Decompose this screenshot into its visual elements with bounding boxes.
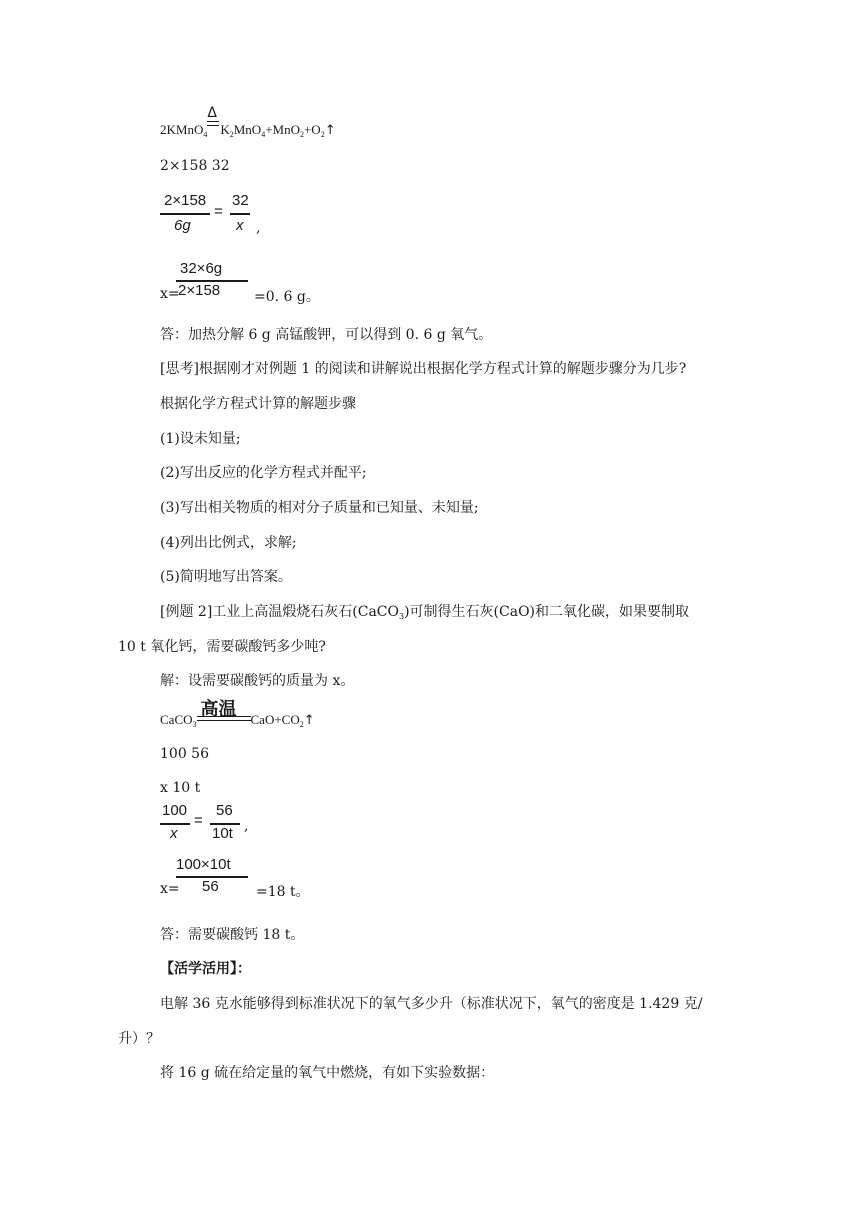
answer-2: 答：需要碳酸钙 18 t。: [160, 927, 305, 943]
section-title: 【活学活用】：: [160, 961, 251, 977]
equation-1: 2KMnO$_4$ Δ $K_2MnO_4+MnO_2+O_2↑$: [160, 105, 336, 139]
gas-arrow-icon: ↑: [303, 713, 315, 728]
answer-1: 答：加热分解 6 g 高锰酸钾，可以得到 0. 6 g 氧气。: [160, 327, 493, 343]
calculation-1: x= 32×6g 2×158 =0. 6 g。: [160, 260, 320, 305]
step-item: (4)列出比例式，求解;: [160, 535, 297, 551]
example-2-line-1: [例题 2]工业上高温煅烧石灰石(CaCO$_3$)可制得生石灰(CaO)和二氧化碳，如果要制取: [160, 604, 690, 621]
example-2-line-2: 10 t 氧化钙，需要碳酸钙多少吨?: [118, 639, 326, 655]
high-temperature-condition: 高温: [200, 699, 237, 720]
known-line-2: x 10 t: [160, 780, 201, 796]
ratio-line-1: 2×158 32: [160, 158, 230, 174]
exercise-1-line-1: 电解 36 克水能够得到标准状况下的氧气多少升（标准状况下，氧气的密度是 1.429 克/: [160, 996, 703, 1012]
ratio-line-2: 100 56: [160, 746, 209, 762]
calculation-2: x= 100×10t 56 =18 t。: [160, 856, 310, 900]
step-item: (3)写出相关物质的相对分子质量和已知量、未知量;: [160, 500, 479, 516]
gas-arrow-icon: ↑: [324, 123, 336, 138]
solution-2: 解：设需要碳酸钙的质量为 x。: [160, 673, 355, 689]
think-prompt: [思考]根据刚才对例题 1 的阅读和讲解说出根据化学方程式计算的解题步骤分为几步?: [160, 361, 687, 377]
steps-title: 根据化学方程式计算的解题步骤: [160, 396, 356, 412]
exercise-2: 将 16 g 硫在给定量的氧气中燃烧，有如下实验数据：: [160, 1065, 495, 1081]
step-item: (1)设未知量;: [160, 431, 241, 447]
equation-2: CaCO$_3$ 高温 $CaO+CO_2↑$: [160, 712, 315, 729]
step-item: (5)简明地写出答案。: [160, 569, 292, 585]
heat-symbol: Δ: [207, 105, 217, 121]
step-item: (2)写出反应的化学方程式并配平;: [160, 465, 367, 481]
proportion-2: 100 x = 56 10t ,: [162, 802, 249, 842]
proportion-1: 2×158 6g = 32 x ,: [160, 190, 270, 244]
exercise-1-line-2: 升）？: [118, 1031, 160, 1047]
